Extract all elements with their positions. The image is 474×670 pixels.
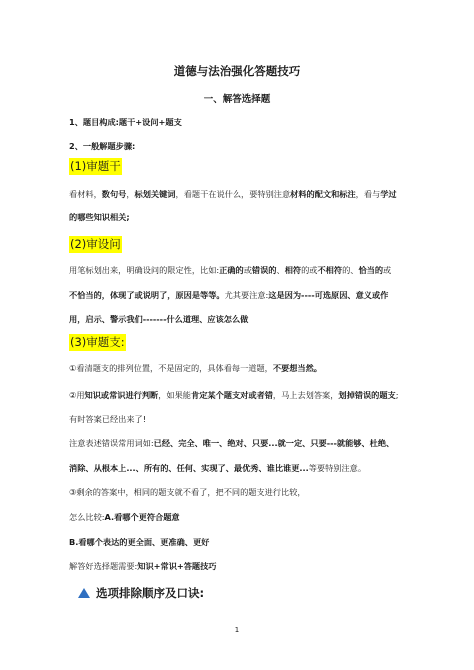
text-run: 或 [383, 265, 392, 275]
text-run: 这是因为----可选原因、意义或作 [268, 290, 389, 300]
step-heading-1: (1)审题干 [70, 159, 121, 173]
text-run: 的、 [342, 265, 359, 275]
paragraph-line: ③剩余的答案中，相同的题支就不看了，把不同的题支进行比较， [69, 487, 306, 497]
text-run: 知识或常识进行判断 [84, 390, 159, 400]
text-run: 不要想当然。 [272, 363, 322, 373]
step-heading-2: (2)审设问 [70, 237, 121, 251]
text-run: 、 [276, 265, 285, 275]
text-run: 相符 [284, 265, 302, 275]
paragraph-line [69, 264, 391, 276]
paragraph-line [69, 560, 217, 572]
paragraph-line: 的哪些知识相关; [69, 212, 130, 222]
text-run: 材料的配文和标注 [290, 189, 356, 199]
page-number: 1 [234, 626, 240, 634]
text-run: 恰当的 [358, 265, 384, 275]
text-run: 不相符 [317, 265, 343, 275]
text-run: 怎么比较: [69, 512, 105, 522]
item-steps: 2、一般解题步骤: [69, 141, 136, 151]
triangle-icon [78, 588, 90, 598]
text-run: 消除、从根本上...、所有的、任何、实现了、最优秀、谁比谁更... [69, 463, 309, 473]
text-run: ，马上去划答案， [272, 390, 339, 400]
paragraph-line: 用，启示、警示我们-------什么道理、应该怎么做 [69, 314, 249, 324]
text-run: ; [395, 390, 399, 400]
text-run: ，看题干在说什么，要特别注意 [175, 189, 291, 199]
text-run: 已经、完全、唯一、绝对、只要...就一定、只要---就能够、杜绝、 [153, 438, 395, 448]
section-heading-elimination [78, 585, 204, 601]
section-heading-choice: 一、解答选择题 [203, 94, 271, 105]
paragraph-line: B.看哪个表达的更全面、更准确、更好 [69, 537, 210, 547]
text-run: 正确的 [219, 265, 244, 275]
text-run: 肯定某个题支对或者错 [191, 390, 273, 400]
page-title: 道德与法治强化答题技巧 [173, 64, 301, 78]
text-run: A.看哪个更符合题意 [104, 512, 180, 522]
text-run: 不恰当的 [69, 290, 102, 300]
paragraph-line [69, 511, 180, 523]
text-run: ，体现了或说明了，原因是等等。 [101, 290, 225, 300]
paragraph-line [69, 437, 394, 449]
paragraph-line [69, 362, 322, 374]
paragraph-line [69, 389, 399, 401]
section-title-text: 选项排除顺序及口诀: [96, 586, 205, 600]
text-run: 用笔标划出来，明确设问的限定性，比如: [69, 265, 220, 275]
text-run: 学过 [380, 189, 397, 199]
text-run: ，看与 [355, 189, 381, 199]
text-run: 注意表述错误常用词如: [69, 438, 154, 448]
paragraph-line [69, 188, 397, 200]
text-run: 解答好选择题需要: [69, 561, 138, 571]
text-run: 划掉错误的题支 [338, 390, 396, 400]
paragraph-line [69, 289, 388, 301]
text-run: 数句号 [101, 189, 127, 199]
paragraph-line [69, 462, 366, 474]
text-run: 等要特别注意。 [308, 463, 367, 473]
paragraph-line: 有时答案已经出来了! [69, 414, 146, 424]
text-run: ，如果能 [158, 390, 191, 400]
step-heading-3: (3)审题支: [70, 335, 125, 349]
text-run: 看材料， [69, 189, 102, 199]
text-run: 标划关键词 [134, 189, 176, 199]
text-run: ②用 [69, 390, 85, 400]
text-run: 的或 [301, 265, 318, 275]
text-run: 或 [243, 265, 252, 275]
item-structure: 1、题目构成:题干+设问+题支 [69, 117, 182, 127]
text-run: 错误的 [251, 265, 277, 275]
text-run: ①看清题支的排列位置，不是固定的，具体看每一道题， [69, 363, 273, 373]
text-run: 尤其要注意: [224, 290, 269, 300]
text-run: 知识+常识+答题技巧 [137, 561, 217, 571]
text-run: ， [126, 189, 135, 199]
